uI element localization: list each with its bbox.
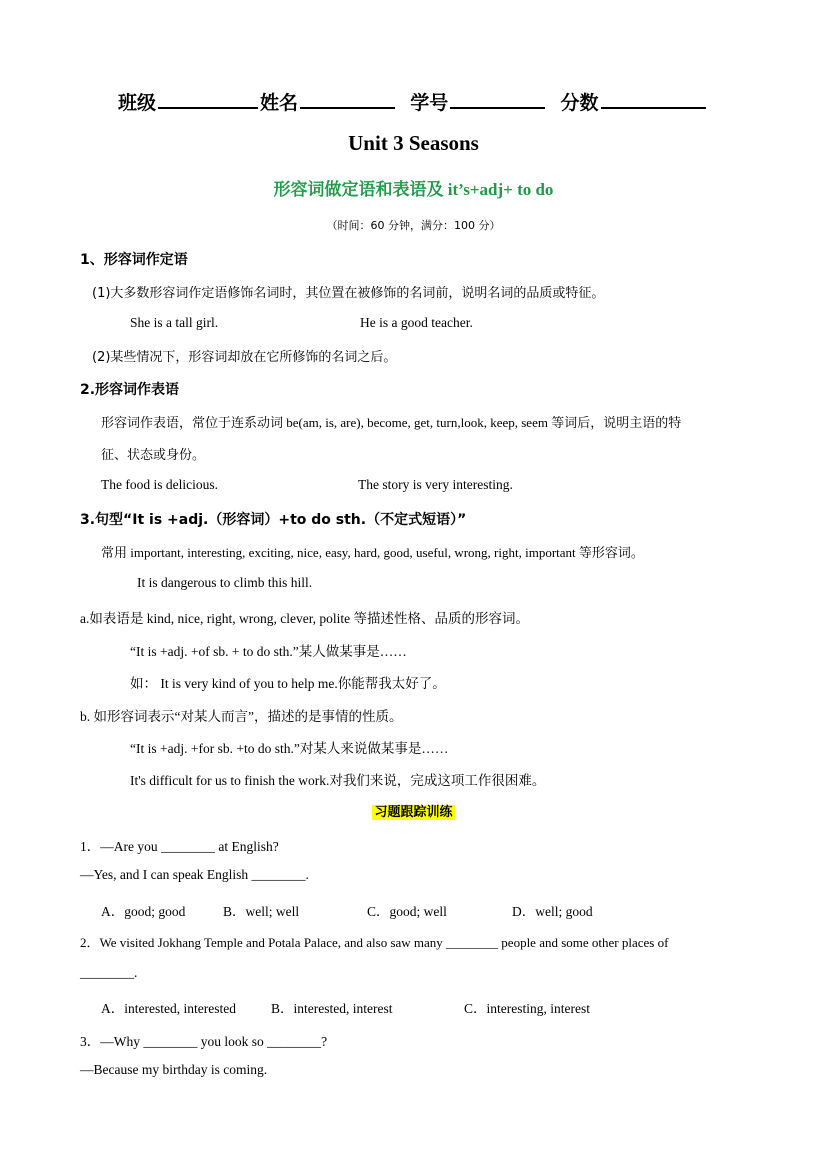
section-1-rule-2: (2)某些情况下，形容词却放在它所修饰的名词之后。 [92, 350, 397, 365]
name-blank[interactable] [300, 89, 395, 109]
time-note: （时间：60 分钟，满分：100 分） [326, 219, 501, 232]
question-2-stem: 2．We visited Jokhang Temple and Potala Palace, and also saw many ________ people and some other places of [80, 935, 669, 950]
question-3-reply: —Because my birthday is coming. [80, 1062, 268, 1077]
question-3-stem: 3．—Why ________ you look so ________? [80, 1034, 328, 1049]
page-title: Unit 3 Seasons [348, 131, 479, 155]
id-label: 学号 [410, 92, 449, 114]
question-1-option-b[interactable]: B．well; well [223, 904, 300, 919]
subtitle-en: it’s+adj+ to do [443, 180, 554, 199]
section-1-example-2: He is a good teacher. [360, 315, 473, 330]
question-2-option-a[interactable]: A．interested, interested [101, 1001, 236, 1016]
subtitle-cn: 形容词做定语和表语及 [273, 180, 444, 200]
question-1-option-c[interactable]: C．good; well [367, 904, 447, 919]
question-2-option-c[interactable]: C．interesting, interest [464, 1001, 590, 1016]
score-label: 分数 [560, 92, 599, 114]
class-label: 班级 [118, 92, 157, 114]
name-label: 姓名 [260, 92, 299, 114]
question-1-stem: 1．—Are you ________ at English? [80, 839, 279, 854]
section-3-example: It is dangerous to climb this hill. [137, 575, 313, 590]
section-3-point-b-pattern: “It is +adj. +for sb. +to do sth.”对某人来说做某事是…… [130, 741, 449, 756]
section-2-example-2: The story is very interesting. [358, 477, 513, 492]
section-3-point-a-example: 如： It is very kind of you to help me.你能帮我太好了。 [130, 676, 446, 691]
section-3-rule: 常用 important, interesting, exciting, nice, easy, hard, good, useful, wrong, right, important 等形容词。 [101, 545, 644, 560]
section-2-rule-cont: 征、状态或身份。 [101, 448, 206, 463]
class-blank[interactable] [158, 89, 258, 109]
section-1-example-1: She is a tall girl. [130, 315, 219, 330]
practice-title-text: 习题跟踪训练 [374, 805, 453, 820]
section-1-rule-1: (1)大多数形容词作定语修饰名词时，其位置在被修饰的名词前，说明名词的品质或特征。 [92, 286, 605, 301]
section-1-heading: 1、形容词作定语 [80, 252, 188, 268]
section-3-heading: 3.句型“It is +adj.（形容词）+to do sth.（不定式短语）” [80, 512, 467, 528]
score-blank[interactable] [601, 89, 706, 109]
question-1-option-d[interactable]: D．well; good [512, 904, 593, 919]
section-3-point-a-pattern: “It is +adj. +of sb. + to do sth.”某人做某事是…… [130, 644, 407, 659]
section-2-rule: 形容词作表语，常位于连系动词 be(am, is, are), become, get, turn,look, keep, seem 等词后，说明主语的特 [101, 415, 682, 430]
question-1-reply: —Yes, and I can speak English ________. [80, 867, 309, 882]
section-3-point-b: b. 如形容词表示“对某人而言”，描述的是事情的性质。 [80, 709, 403, 724]
question-2-stem-cont: ________. [80, 965, 138, 980]
page-subtitle [0, 175, 827, 200]
student-info-line [118, 88, 708, 115]
id-blank[interactable] [450, 89, 545, 109]
section-3-point-a: a.如表语是 kind, nice, right, wrong, clever, polite 等描述性格、品质的形容词。 [80, 611, 530, 626]
question-2-option-b[interactable]: B．interested, interest [271, 1001, 393, 1016]
section-2-example-1: The food is delicious. [101, 477, 218, 492]
section-2-heading: 2.形容词作表语 [80, 382, 180, 398]
practice-title [0, 801, 827, 821]
section-3-point-b-example: It's difficult for us to finish the work.对我们来说，完成这项工作很困难。 [130, 773, 546, 788]
question-1-option-a[interactable]: A．good; good [101, 904, 186, 919]
